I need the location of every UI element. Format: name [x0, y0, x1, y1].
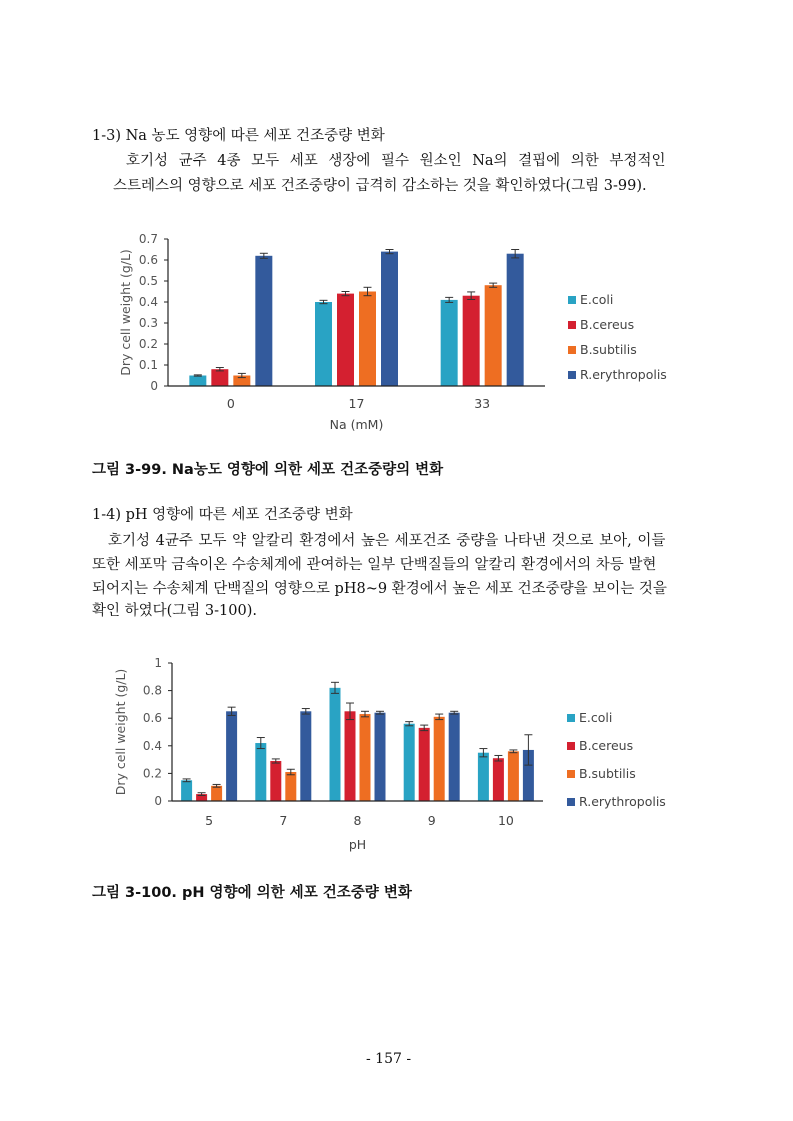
bar: [419, 728, 430, 801]
y-tick-label: 0.5: [138, 274, 158, 288]
x-axis-label: Na (mM): [329, 417, 384, 432]
paragraph-line: 또한 세포막 금속이온 수송체계에 관여하는 일부 단백질들의 알칼리 환경에서의 차등 발현: [92, 557, 657, 573]
bar: [189, 376, 206, 387]
ph-dry-cell-weight-chart: [100, 650, 700, 865]
bar: [359, 292, 376, 387]
bar: [463, 296, 480, 386]
bar: [360, 714, 371, 801]
bar: [211, 786, 222, 801]
legend-label: B.subtilis: [580, 342, 637, 357]
legend-label: E.coli: [579, 710, 613, 725]
paragraph-line: 되어지는 수송체계 단백질의 영향으로 pH8~9 환경에서 높은 세포 건조중량을 보이는 것을: [92, 581, 667, 597]
bar: [211, 369, 228, 386]
legend-label: R.erythropolis: [579, 794, 666, 809]
legend-label: B.cereus: [580, 317, 635, 332]
y-tick-label: 0.7: [138, 232, 158, 246]
x-tick-label: 8: [353, 813, 362, 828]
y-tick-label: 0: [150, 379, 158, 393]
legend-swatch: [568, 296, 576, 304]
bar: [434, 717, 445, 801]
y-tick-label: 0.4: [138, 295, 158, 309]
bar: [404, 724, 415, 801]
paragraph-line: 스트레스의 영향으로 세포 건조중량이 급격히 감소하는 것을 확인하였다(그림 3-99).: [113, 178, 647, 194]
bar: [493, 758, 504, 801]
x-tick-label: 7: [279, 813, 288, 828]
legend-swatch: [567, 714, 575, 722]
na-dry-cell-weight-chart: [100, 225, 700, 440]
legend-swatch: [567, 770, 575, 778]
y-tick-label: 0.3: [138, 316, 158, 330]
figure-caption: 그림 3-99. Na농도 영향에 의한 세포 건조중량의 변화: [92, 462, 444, 478]
bar: [375, 713, 386, 801]
x-tick-label: 10: [497, 813, 514, 828]
bar: [441, 300, 458, 386]
x-tick-label: 33: [474, 396, 491, 411]
bar: [181, 780, 192, 801]
legend-swatch: [567, 798, 575, 806]
y-tick-label: 0.2: [142, 766, 162, 781]
y-tick-label: 0: [154, 794, 162, 808]
bar: [255, 743, 266, 801]
bar: [255, 256, 272, 386]
bar: [270, 761, 281, 801]
legend-swatch: [567, 742, 575, 750]
bar: [226, 711, 237, 801]
paragraph-line: 호기성 4균주 모두 약 알칼리 환경에서 높은 세포건조 중량을 나타낸 것으로 보아, 이들: [108, 533, 666, 549]
paragraph-line: 확인 하였다(그림 3-100).: [92, 603, 257, 619]
legend-swatch: [568, 321, 576, 329]
x-tick-label: 5: [205, 813, 214, 828]
bar: [285, 772, 296, 801]
bar: [315, 302, 332, 386]
y-axis-label: Dry cell weight (g/L): [118, 249, 133, 376]
bar: [449, 713, 460, 801]
y-tick-label: 0.2: [138, 337, 158, 351]
bar: [478, 753, 489, 801]
legend-swatch: [568, 346, 576, 354]
paragraph-line: 호기성 균주 4종 모두 세포 생장에 필수 원소인 Na의 결핍에 의한 부정적인: [126, 153, 666, 169]
legend-label: E.coli: [580, 292, 614, 307]
y-tick-label: 0.8: [142, 683, 162, 698]
section-heading-ph: 1-4) pH 영향에 따른 세포 건조중량 변화: [92, 507, 353, 523]
legend-label: B.cereus: [579, 738, 634, 753]
y-tick-label: 0.6: [142, 711, 162, 726]
x-axis-label: pH: [348, 837, 367, 852]
bar: [381, 252, 398, 386]
bar: [330, 688, 341, 801]
y-tick-label: 0.4: [142, 738, 162, 753]
bar: [508, 751, 519, 801]
x-tick-label: 0: [226, 396, 235, 411]
x-tick-label: 17: [348, 396, 365, 411]
bar: [337, 294, 354, 386]
x-tick-label: 9: [427, 813, 436, 828]
y-tick-label: 1: [154, 656, 162, 670]
y-tick-label: 0.1: [138, 358, 158, 372]
figure-caption: 그림 3-100. pH 영향에 의한 세포 건조중량 변화: [92, 885, 412, 901]
section-heading-na: 1-3) Na 농도 영향에 따른 세포 건조중량 변화: [92, 128, 385, 144]
y-axis-label: Dry cell weight (g/L): [113, 668, 128, 796]
bar: [345, 711, 356, 801]
y-tick-label: 0.6: [138, 253, 158, 267]
legend-swatch: [568, 371, 576, 379]
legend-label: B.subtilis: [579, 766, 636, 781]
bar: [300, 711, 311, 801]
page-number: - 157 -: [366, 1051, 412, 1067]
legend-label: R.erythropolis: [580, 367, 667, 382]
bar: [507, 254, 524, 386]
bar: [485, 285, 502, 386]
